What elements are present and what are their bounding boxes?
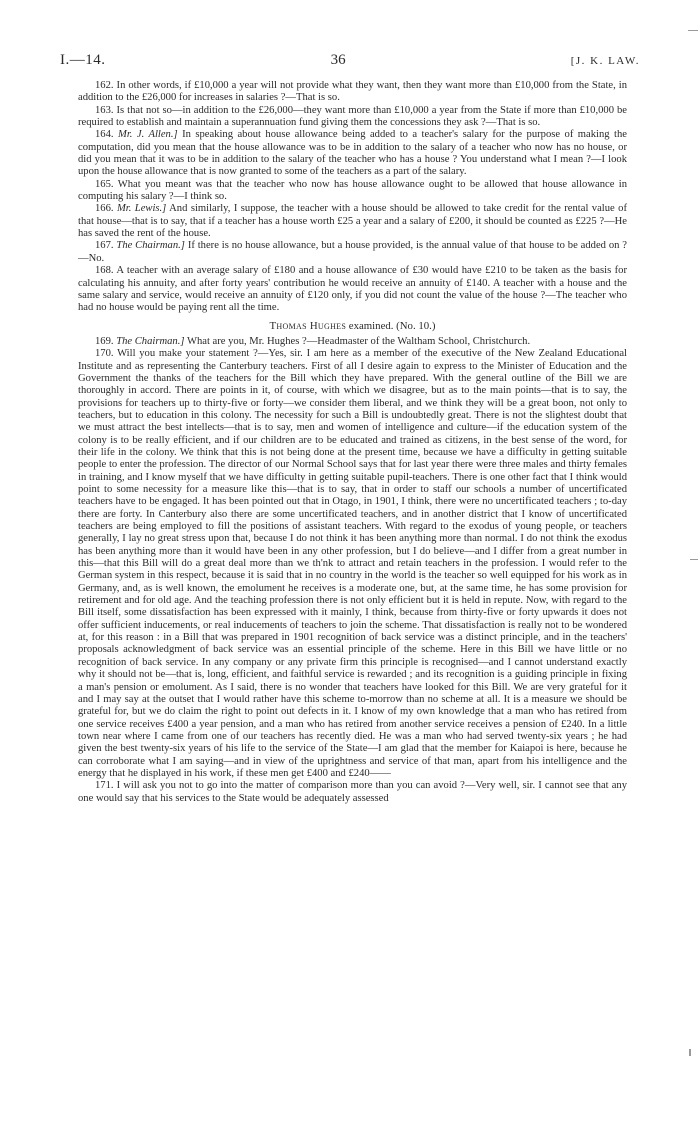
page-header	[60, 52, 640, 74]
question-text: A teacher with an average salary of £180 and a house allowance of £30 would have £210 to be taken as the basis for calculating his annuity, and after forty years' contribution he would receive an annuity of £140. A teacher with a house and the same salary and service, would receive an annuity of £120 only, if you did not count the value of the house ?—The teacher who had no house would be paying rent all the time.	[78, 265, 627, 314]
question-number: 162.	[95, 80, 114, 91]
question-paragraph	[78, 80, 627, 105]
question-paragraph	[78, 203, 627, 240]
question-text: In other words, if £10,000 a year will not provide what they want, then they want more than £10,000 from the State, in addition to the £26,000 for increases in salaries ?—That is so.	[78, 80, 627, 104]
heading-rest: examined. (No. 10.)	[346, 319, 436, 332]
question-number: 170.	[95, 348, 114, 360]
question-paragraph	[78, 105, 627, 130]
speaker-name: The Chairman.]	[116, 240, 185, 252]
questions-group-2	[78, 336, 627, 805]
speaker-name: Mr. Lewis.]	[116, 203, 167, 215]
question-paragraph	[78, 240, 627, 265]
margin-mark-right	[690, 559, 698, 560]
question-number: 164.	[95, 129, 114, 141]
question-number: 165.	[95, 178, 114, 190]
question-number: 163.	[95, 104, 114, 116]
question-number: 171.	[95, 780, 114, 792]
question-text: And similarly, I suppose, the teacher with a house should be allowed to take credit for the rental value of that house—that is to say, that if a teacher has a house worth £25 a year and a salary of £200, it should be counted as £225 ?—He has saved the rent of the house.	[78, 203, 627, 240]
question-text: If there is no house allowance, but a house provided, is the annual value of that house to be added on ?—No.	[78, 240, 627, 264]
question-text: What are you, Mr. Hughes ?—Headmaster of the Waltham School, Christchurch.	[186, 335, 531, 347]
speaker-name: Mr. J. Allen.]	[118, 129, 178, 141]
section-heading	[78, 320, 627, 332]
question-paragraph	[78, 265, 627, 314]
witness-name: Thomas Hughes	[269, 319, 347, 332]
question-text: What you meant was that the teacher who now has house allowance ought to be allowed that house allowance in computing his salary ?—I think so.	[78, 178, 627, 203]
question-paragraph	[78, 348, 627, 780]
question-text: Will you make your statement ?—Yes, sir. I am here as a member of the executive of the New Zealand Educational Institute and as representing the Canterbury teachers. First of all I desire again to express to the Minister of Education and the Government the thanks of the teachers for the Bill which they have prepared. With the general outline of the Bill we are thoroughly in accord. There are points in it, of course, with which we disagree, but as to the main points—that is to say, the provisions for teachers up to thirty-five or forty—we consider them liberal, and we think they will be a great boon, not only to teachers, but to education in this colony. The necessity for such a Bill is undoubtedly great. There is not the slightest doubt that we must attract the best intellects—that is to say, men and women of intelligence and culture—if the education system of the colony is to be really efficient, and if our children are to be educated and trained as citizens, in the best sense of the word, for their life in the colony. We think that this is not being done at the present time, because we have a difficulty in getting suitable people to enter the profession. The director of our Normal School says that for last year there were three males and thirty females in training, and I know myself that we have difficulty in getting suitable pupil-teachers. There is one other fact that I think would point to some necessity for a measure like this—that is to say, that in order to staff our schools a number of uncertificated teachers have to be engaged. It has been pointed out that in Otago, in 1901, I think, there were no uncertificated teachers ; to-day there are forty. In Canterbury also there are some uncertificated teachers, and in another district that I know of uncertificated teachers are being employed to fill the positions of assistant teachers. With regard to the exodus of young people, or teachers generally, I lay no great stress upon that, because I do not think it has been anything more than normal. I do not think the exodus has been anything more than it would have been in any other profession, but I do believe—and I differ from a great number in this—that this Bill will do a great deal more than we th'nk to attract and retain teachers in the profession. I would refer to the German system in this respect, because it is said that in no country in the world is the teacher so well equipped for his work as in Germany, and, as is well known, the emolument he receives is a moderate one, but, at the same time, he has some provision for retirement and for old age. And the teaching profession there is not only efficient but it is held in repute. Now, with regard to the Bill itself, some dissatisfaction has been expressed with it mainly, I think, because from thirty-five or forty upwards it does not offer sufficient inducements, or real inducements of teachers to join the scheme. That dissatisfaction is really not to be wondered at, for this reason : in a Bill that was prepared in 1901 recognition of back service was a distinct principle, and in the teachers' proposals acknowledgment of back service was an essential principle of the scheme. Here in this Bill we have little or no recognition of back service. In any company or any private firm this principle is recognised—and I cannot understand exactly why it should not be—that is, long, efficient, and faithful service is rewarded ; and its recognition is a guiding principle in fixing a man's pension or emolument. As I said, there is no wonder that teachers have looked for this Bill. We are very grateful for it and I may say at the outset that I would rather have this scheme to-morrow than no scheme at all. It is a measure we should be grateful for, but we do claim the right to point out defects in it. I know of my own knowledge that a man who has retired from one service receives £400 a year pension, and a man who has retired from another service receives a pension of £240. In a little town near where I came from one of our teachers has recently died. He was a man who had served twenty-six years ; he had given the best twenty-six years of his life to the service of the State—I am glad that the member for Kaiapoi is here, because he can corroborate what I am saying—and in view of the uprightness and service of that man, apart from his intelligence and the energy that he displayed in his work, if these men get £400 and £240——	[78, 348, 627, 779]
question-paragraph	[78, 179, 627, 204]
question-number: 166.	[95, 203, 114, 215]
margin-mark-top	[688, 30, 698, 31]
question-number: 167.	[95, 240, 114, 252]
question-text: In speaking about house allowance being added to a teacher's salary for the purpose of making the computation, did you mean that the house allowance was to be in addition to the salary of a teacher who now has no house, or did you mean that it was to be in addition to the salary of the teacher who has a house ? You understand what I mean ?—I look upon the house allowance that is now granted to some of the teachers as a part of the salary.	[78, 129, 627, 178]
question-paragraph	[78, 780, 627, 805]
question-paragraph	[78, 129, 627, 178]
question-text: I will ask you not to go into the matter of comparison more than you can avoid ?—Very well, sir. I cannot see that any one would say that his services to the State would be adequately assessed	[78, 780, 627, 804]
question-number: 168.	[95, 265, 114, 277]
question-number: 169.	[95, 335, 114, 347]
question-text: Is that not so—in addition to the £26,000—they want more than £10,000 a year from the State if more than £10,000 be required to establish and maintain a superannuation fund giving them the concessions they ask ?—That is so.	[78, 104, 627, 129]
speaker-name: The Chairman.]	[116, 335, 185, 347]
page-number: 36	[330, 52, 346, 68]
witness-tag: [J. K. LAW.	[570, 55, 640, 67]
body-text	[78, 80, 627, 805]
questions-group-1	[78, 80, 627, 315]
margin-mark-bottom	[689, 1049, 691, 1056]
question-paragraph	[78, 336, 627, 348]
page-reference: I.—14.	[60, 52, 106, 68]
